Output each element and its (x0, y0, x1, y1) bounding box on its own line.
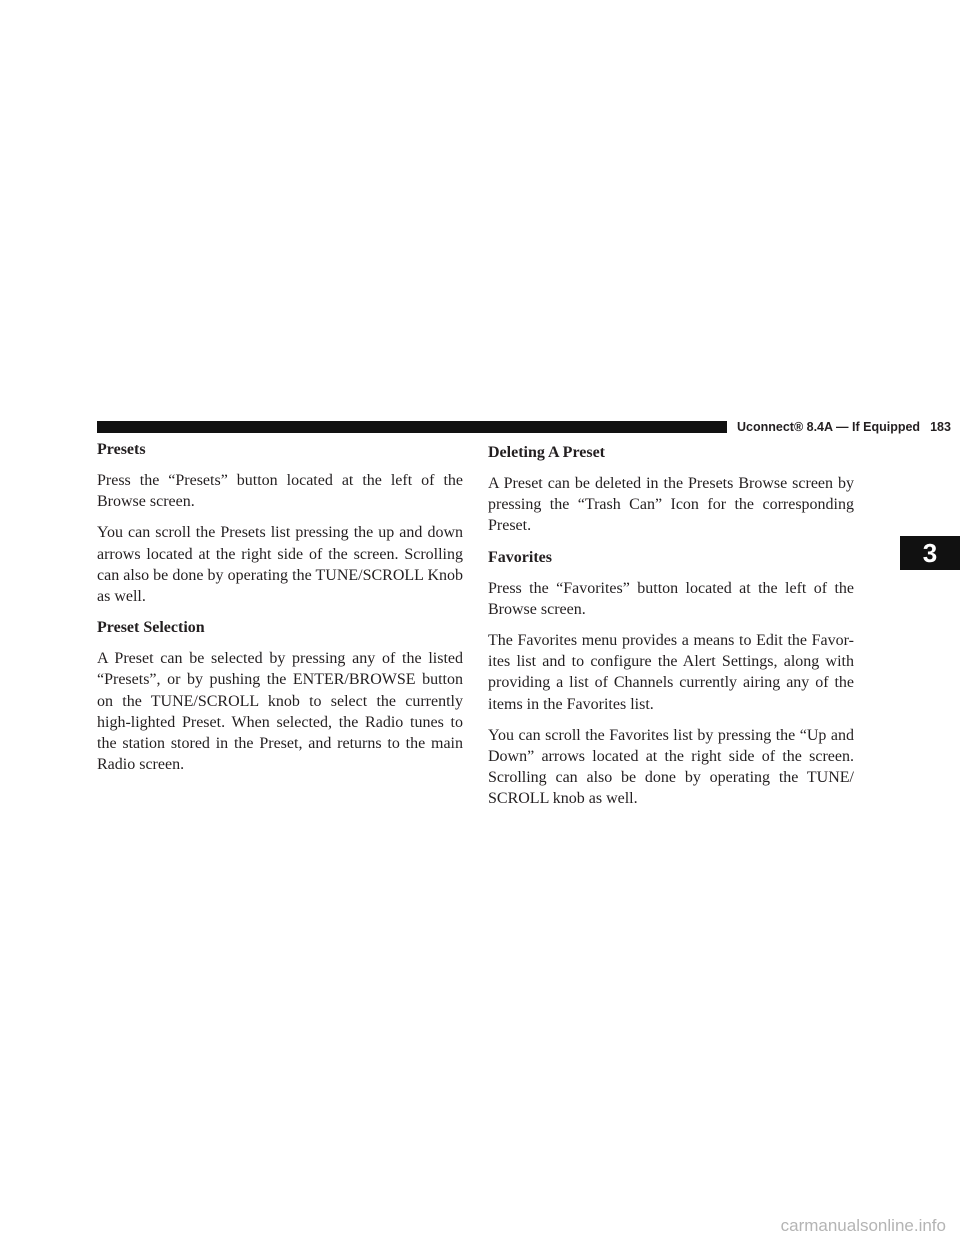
paragraph: The Favorites menu provides a means to Edit the Favor-ites list and to configure the Alert Settings, along with providing a list of Channels currently airing any of the items in the Favorites list. (488, 632, 854, 713)
header-title: Uconnect® 8.4A — If Equipped (737, 420, 921, 434)
left-column (97, 439, 463, 785)
heading-favorites: Favorites (488, 548, 552, 566)
paragraph: Press the “Favorites” button located at the left of the Browse screen. (488, 579, 854, 618)
paragraph: A Preset can be deleted in the Presets Browse screen by pressing the “Trash Can” Icon for the corresponding Preset. (488, 475, 854, 535)
paragraph: A Preset can be selected by pressing any of the listed “Presets”, or by pushing the ENTER/BROWSE button on the TUNE/SCROLL knob to select the currently high-lighted Preset. When selected, the Radio tunes to the station stored in the Preset, and returns to the main Radio screen. (97, 650, 463, 774)
paragraph: You can scroll the Favorites list by pressing the “Up and Down” arrows located at the right side of the screen. Scrolling can also be done by operating the TUNE/ SCROLL knob as well. (488, 726, 854, 808)
paragraph: Press the “Presets” button located at the left of the Browse screen. (97, 472, 463, 511)
paragraph: You can scroll the Presets list pressing the up and down arrows located at the right side of the screen. Scrolling can also be done by operating the TUNE/SCROLL Knob as well. (97, 524, 463, 606)
running-header (737, 418, 951, 436)
header-rule (97, 421, 727, 433)
heading-deleting-a-preset: Deleting A Preset (488, 444, 606, 461)
heading-presets: Presets (97, 441, 146, 458)
watermark: carmanualsonline.info (780, 1216, 946, 1235)
page-number: 183 (930, 420, 951, 434)
right-column (488, 442, 854, 820)
heading-preset-selection: Preset Selection (97, 619, 205, 637)
chapter-tab: 3 (900, 536, 960, 570)
